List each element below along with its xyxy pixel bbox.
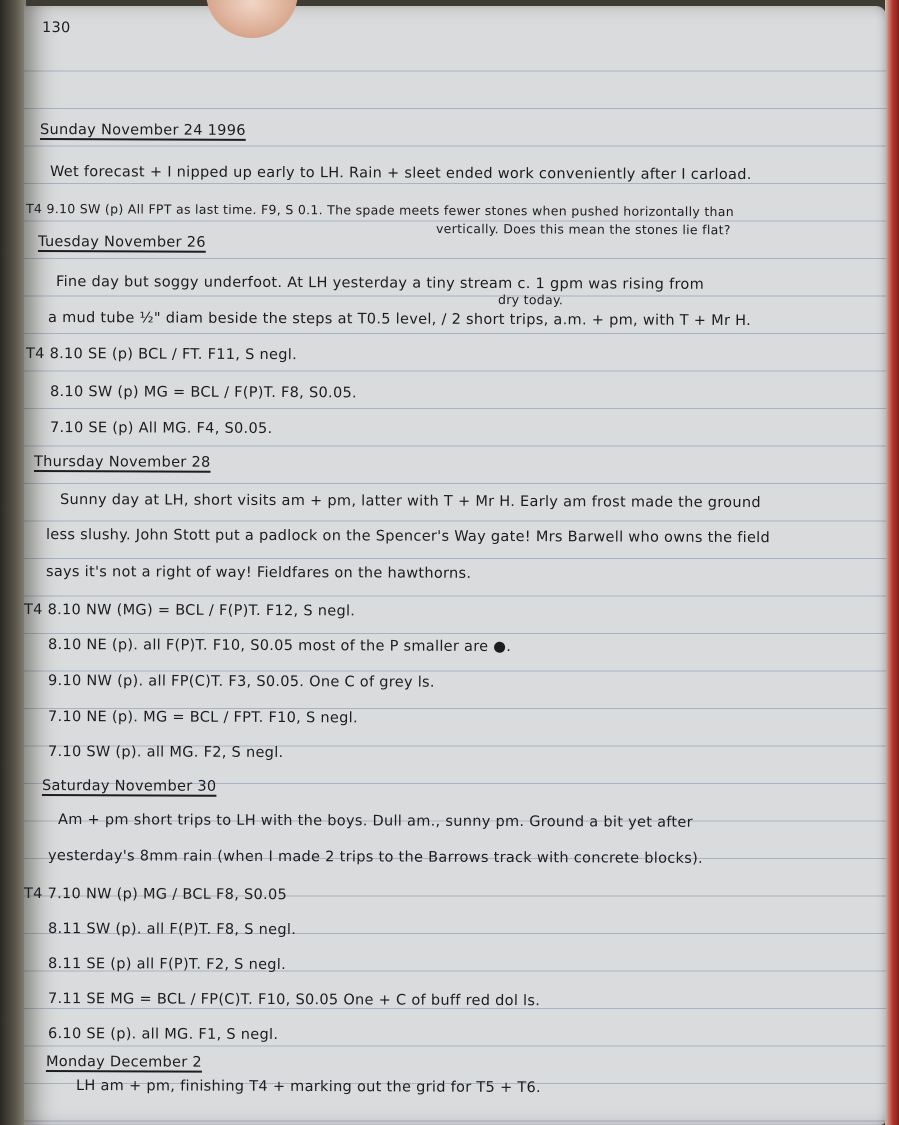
entry-line: dry today. <box>497 292 564 308</box>
entry-line: T4 7.10 NW (p) MG / BCL F8, S0.05 <box>23 886 288 904</box>
entry-line: 8.11 SW (p). all F(P)T. F8, S negl. <box>47 921 297 939</box>
entry-line: T4 8.10 SE (p) BCL / FT. F11, S negl. <box>25 346 298 364</box>
notebook-edge <box>885 0 899 1125</box>
entry-line: 7.10 SE (p) All MG. F4, S0.05. <box>49 420 273 437</box>
entry-line: T4 9.10 SW (p) All FPT as last time. F9, S 0.1. The spade meets fewer stones when pushed horizontally than <box>25 201 734 220</box>
thumb <box>206 0 298 38</box>
entry-line: 8.10 SW (p) MG = BCL / F(P)T. F8, S0.05. <box>49 384 357 402</box>
entry-line: Wet forecast + I nipped up early to LH. Rain + sleet ended work conveniently after I carload. <box>49 164 752 184</box>
entry-line: 8.10 NE (p). all F(P)T. F10, S0.05 most of the P smaller are ●. <box>47 637 512 656</box>
entry-heading: Tuesday November 26 <box>37 234 206 251</box>
entry-line: Am + pm short trips to LH with the boys. Dull am., sunny pm. Ground a bit yet after <box>57 812 693 831</box>
entry-line: 8.11 SE (p) all F(P)T. F2, S negl. <box>47 956 287 974</box>
entry-line: Fine day but soggy underfoot. At LH yesterday a tiny stream c. 1 gpm was rising from <box>55 274 705 293</box>
entry-line: LH am + pm, finishing T4 + marking out the grid for T5 + T6. <box>75 1078 541 1097</box>
entry-line: 7.10 NE (p). MG = BCL / FPT. F10, S negl. <box>47 709 358 727</box>
entry-line: yesterday's 8mm rain (when I made 2 trips to the Barrows track with concrete blocks). <box>47 848 704 867</box>
entry-line: 9.10 NW (p). all FP(C)T. F3, S0.05. One C of grey ls. <box>47 673 435 691</box>
entry-line: a mud tube ½" diam beside the steps at T0.5 level, / 2 short trips, a.m. + pm, with T + Mr H. <box>47 310 752 330</box>
entry-line: vertically. Does this mean the stones lie flat? <box>435 221 731 238</box>
entry-line: 6.10 SE (p). all MG. F1, S negl. <box>47 1026 279 1044</box>
entry-heading: Monday December 2 <box>45 1054 203 1071</box>
notebook-page <box>24 6 886 1125</box>
entry-line: 7.10 SW (p). all MG. F2, S negl. <box>47 744 284 762</box>
entry-heading: Thursday November 28 <box>33 454 211 471</box>
entry-heading: Sunday November 24 1996 <box>39 122 246 139</box>
entry-line: Sunny day at LH, short visits am + pm, latter with T + Mr H. Early am frost made the ground <box>59 492 761 512</box>
entry-heading: Saturday November 30 <box>41 778 217 795</box>
notebook-spine <box>0 0 26 1125</box>
entry-line: T4 8.10 NW (MG) = BCL / F(P)T. F12, S negl. <box>23 602 356 620</box>
entry-line: less slushy. John Stott put a padlock on the Spencer's Way gate! Mrs Barwell who owns the field <box>45 527 771 547</box>
entry-line: says it's not a right of way! Fieldfares on the hawthorns. <box>45 564 472 582</box>
entry-line: 7.11 SE MG = BCL / FP(C)T. F10, S0.05 One + C of buff red dol ls. <box>47 991 541 1010</box>
page-number: 130 <box>41 20 71 37</box>
